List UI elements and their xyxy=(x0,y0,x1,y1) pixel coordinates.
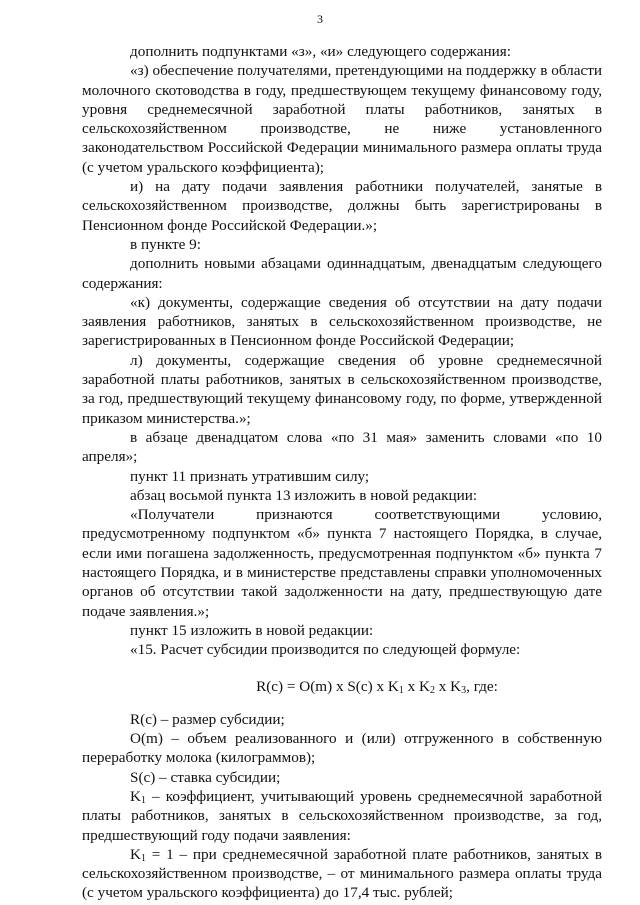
k1-symbol: K xyxy=(130,787,141,805)
paragraph: и) на дату подачи заявления работники получателей, занятые в сельскохозяйственном производстве, должны быть зарегистрированы в Пенсионном фонде Российской Федерации.»; xyxy=(82,178,602,234)
k1-case-symbol: K xyxy=(130,845,141,863)
k1-case-text: = 1 – при среднемесячной заработной плате работников, занятых в сельскохозяйственном производстве, – от минимального размера оплаты труда (с учетом уральского коэффициента) до 17,4 тыс. рублей; xyxy=(82,845,602,902)
paragraph: пункт 11 признать утратившим силу; xyxy=(130,467,370,485)
definition-k1 xyxy=(82,787,602,845)
paragraph: л) документы, содержащие сведения об уровне среднемесячной заработной платы работников, занятых в сельскохозяйственном производстве, за год, предшествующий текущему финансовому году, по форме, утвержденной приказом министерства.»; xyxy=(82,351,602,427)
k1-case-subscript: 1 xyxy=(140,852,146,864)
paragraph: «Получатели признаются соответствующими условию, предусмотренному подпунктом «б» пункта 7 настоящего Порядка, в случае, если ими погашена задолженность, предусмотренная подпунктом «б» пункта 7 настоящего Порядка, и в министерстве представлены справки уполномоченных органов об отсутствии такой задолженности на дату, предшествующую дате подаче заявления.»; xyxy=(82,506,602,620)
definition-sc: S(c) – ставка субсидии; xyxy=(130,768,281,786)
paragraph: пункт 15 изложить в новой редакции: xyxy=(130,621,374,639)
formula-lhs: R(c) = O(m) x S(c) x K xyxy=(256,677,399,695)
paragraph: в пункте 9: xyxy=(130,235,201,253)
paragraph: «15. Расчет субсидии производится по следующей формуле: xyxy=(130,641,521,659)
paragraph: дополнить подпунктами «з», «и» следующего содержания: xyxy=(130,43,511,60)
k1-case-1 xyxy=(82,845,602,903)
formula-times-k3: x K xyxy=(434,677,462,695)
subsidy-formula xyxy=(82,677,602,696)
definition-rc: R(c) – размер субсидии; xyxy=(130,710,285,728)
paragraph: в абзаце двенадцатом слова «по 31 мая» заменить словами «по 10 апреля»; xyxy=(82,428,602,466)
page-number: 3 xyxy=(317,12,323,26)
formula-k1-subscript: 1 xyxy=(398,684,404,696)
paragraph: абзац восьмой пункта 13 изложить в новой редакции: xyxy=(130,486,478,504)
paragraph: дополнить новыми абзацами одиннадцатым, двенадцатым следующего содержания: xyxy=(82,255,602,292)
k1-subscript: 1 xyxy=(140,794,146,806)
document-body xyxy=(82,42,602,903)
formula-k2-subscript: 2 xyxy=(429,684,435,696)
formula-k3-subscript: 3 xyxy=(461,684,467,696)
formula-tail: , где: xyxy=(466,677,498,695)
formula-times-k2: x K xyxy=(403,677,430,695)
definition-om: O(m) – объем реализованного и (или) отгруженного в собственную переработку молока (килограммов); xyxy=(82,730,602,767)
k1-definition-text: – коэффициент, учитывающий уровень среднемесячной заработной платы работников, занятых в сельскохозяйственном производстве, за год, предшествующий году подачи заявления: xyxy=(82,787,602,844)
paragraph: «к) документы, содержащие сведения об отсутствии на дату подачи заявления работников, занятых в сельскохозяйственном производстве, не зарегистрированных в Пенсионном фонде Российской Федерации; xyxy=(82,293,602,350)
paragraph: «з) обеспечение получателями, претендующими на поддержку в области молочного скотоводства в году, предшествующем текущему финансовому году, уровня среднемесячной заработной платы работников, занятых в сельскохозяйственном производстве, не ниже установленного законодательством Российской Федерации минимального размера оплаты труда (с учетом уральского коэффициента); xyxy=(82,62,602,176)
